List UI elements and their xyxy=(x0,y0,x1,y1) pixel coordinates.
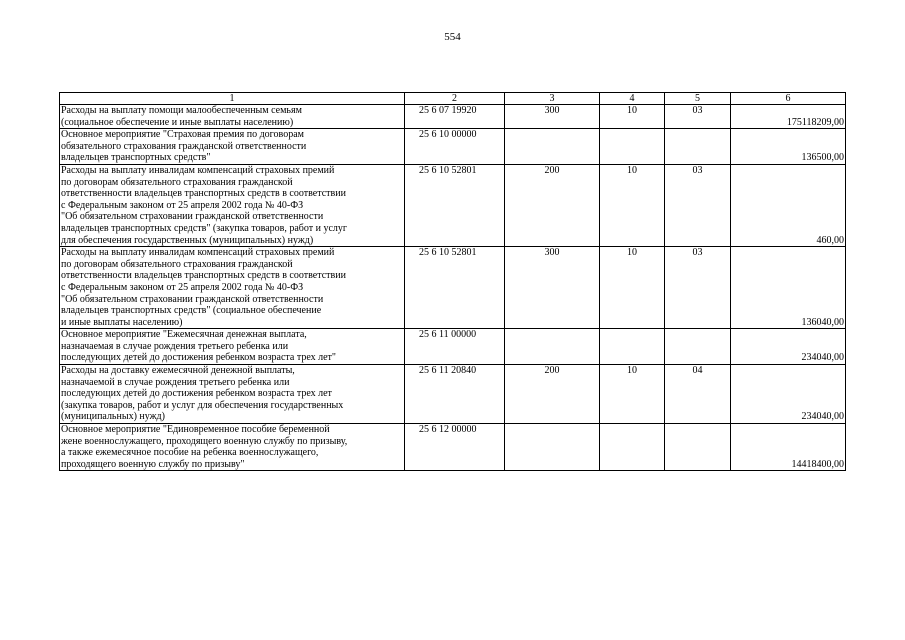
header-col-5: 5 xyxy=(665,93,731,105)
target-code-cell: 25 6 11 00000 xyxy=(405,329,505,365)
subsection-cell: 03 xyxy=(665,164,731,246)
expense-type-cell xyxy=(505,129,600,165)
header-col-1: 1 xyxy=(60,93,405,105)
subsection-cell xyxy=(665,424,731,471)
target-code-cell: 25 6 07 19920 xyxy=(405,105,505,129)
expense-type-cell: 200 xyxy=(505,365,600,424)
subsection-cell: 04 xyxy=(665,365,731,424)
expense-name-cell: Расходы на выплату помощи малообеспеченным семьям (социальное обеспечение и иные выплаты населению) xyxy=(60,105,405,129)
table-row xyxy=(60,424,846,471)
table-row xyxy=(60,129,846,165)
subsection-cell: 03 xyxy=(665,105,731,129)
amount-cell: 136500,00 xyxy=(731,129,846,165)
expense-type-cell: 300 xyxy=(505,105,600,129)
amount-cell: 175118209,00 xyxy=(731,105,846,129)
table-row xyxy=(60,164,846,246)
amount-cell: 460,00 xyxy=(731,164,846,246)
subsection-cell xyxy=(665,329,731,365)
header-col-4: 4 xyxy=(600,93,665,105)
subsection-cell xyxy=(665,129,731,165)
target-code-cell: 25 6 10 00000 xyxy=(405,129,505,165)
target-code-cell: 25 6 10 52801 xyxy=(405,247,505,329)
expense-name-cell: Основное мероприятие "Единовременное пособие беременной жене военнослужащего, проходящего военную службу по призыву, а также ежемесячное пособие на ребенка военнослужащего, проходящего военную службу по призыву" xyxy=(60,424,405,471)
page-number: 554 xyxy=(444,31,461,43)
section-cell: 10 xyxy=(600,365,665,424)
table-row xyxy=(60,329,846,365)
target-code-cell: 25 6 11 20840 xyxy=(405,365,505,424)
header-col-6: 6 xyxy=(731,93,846,105)
expense-type-cell xyxy=(505,424,600,471)
amount-cell: 234040,00 xyxy=(731,329,846,365)
section-cell: 10 xyxy=(600,164,665,246)
subsection-cell: 03 xyxy=(665,247,731,329)
expense-name-cell: Основное мероприятие "Ежемесячная денежная выплата, назначаемая в случае рождения третьего ребенка или последующих детей до достижения ребенком возраста трех лет" xyxy=(60,329,405,365)
expense-name-cell: Расходы на выплату инвалидам компенсаций страховых премий по договорам обязательного страхования гражданской ответственности владельцев транспортных средств в соответствии с Федеральным законом от 25 апреля 2002 года № 40-ФЗ "Об обязательном страховании гражданской ответственности владельцев транспортных средств" (социальное обеспечение и иные выплаты населению) xyxy=(60,247,405,329)
target-code-cell: 25 6 12 00000 xyxy=(405,424,505,471)
header-col-2: 2 xyxy=(405,93,505,105)
expense-type-cell xyxy=(505,329,600,365)
amount-cell: 136040,00 xyxy=(731,247,846,329)
amount-cell: 234040,00 xyxy=(731,365,846,424)
amount-cell: 14418400,00 xyxy=(731,424,846,471)
section-cell: 10 xyxy=(600,105,665,129)
expense-name-cell: Расходы на доставку ежемесячной денежной выплаты, назначаемой в случае рождения третьего ребенка или последующих детей до достижения ребенком возраста трех лет (закупка товаров, работ и услуг для обеспечения государственных (муниципальных) нужд) xyxy=(60,365,405,424)
expense-type-cell: 200 xyxy=(505,164,600,246)
target-code-cell: 25 6 10 52801 xyxy=(405,164,505,246)
header-row xyxy=(60,93,846,105)
budget-table xyxy=(59,92,846,471)
expense-type-cell: 300 xyxy=(505,247,600,329)
section-cell: 10 xyxy=(600,247,665,329)
section-cell xyxy=(600,129,665,165)
expense-name-cell: Расходы на выплату инвалидам компенсаций страховых премий по договорам обязательного страхования гражданской ответственности владельцев транспортных средств в соответствии с Федеральным законом от 25 апреля 2002 года № 40-ФЗ "Об обязательном страховании гражданской ответственности владельцев транспортных средств" (закупка товаров, работ и услуг для обеспечения государственных (муниципальных) нужд) xyxy=(60,164,405,246)
table-row xyxy=(60,105,846,129)
table-row xyxy=(60,365,846,424)
table-row xyxy=(60,247,846,329)
expense-name-cell: Основное мероприятие "Страховая премия по договорам обязательного страхования гражданской ответственности владельцев транспортных средств" xyxy=(60,129,405,165)
section-cell xyxy=(600,329,665,365)
header-col-3: 3 xyxy=(505,93,600,105)
section-cell xyxy=(600,424,665,471)
